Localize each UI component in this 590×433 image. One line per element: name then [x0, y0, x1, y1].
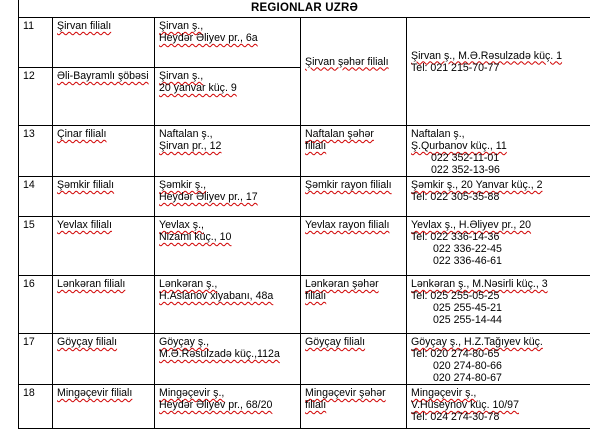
city-branch-contact: Göyçay ş., H.Z.Tağıyev küç. Tel: 020 274-80-65 020 274-80-66 020 274-80-67 — [407, 334, 590, 385]
row-number: 13 — [19, 126, 53, 177]
table-header-row — [19, 0, 590, 18]
branch-address: Yevlax ş., Nizami küç., 10 — [155, 217, 301, 276]
branch-address: Şəmkir ş., Heydər Əliyev pr., 17 — [155, 177, 301, 217]
branch-name: Çinar filialı — [53, 126, 155, 177]
row-number: 18 — [19, 385, 53, 429]
table-row — [19, 385, 590, 429]
row-number: 15 — [19, 217, 53, 276]
city-branch-name: Mingəçevir şəhər filialı — [301, 385, 407, 429]
row-number: 14 — [19, 177, 53, 217]
regions-table — [18, 0, 590, 429]
branch-address: Mingəçevir ş., Heydər Əliyev pr., 68/20 — [155, 385, 301, 429]
row-number: 12 — [19, 68, 53, 126]
branch-address: Şirvan ş., Heydər Əliyev pr., 6a — [155, 18, 301, 68]
branch-address: Göyçay ş., M.Ə.Rəsulzadə küç.,112a — [155, 334, 301, 385]
branch-name: Göyçay filialı — [53, 334, 155, 385]
branch-address: Şirvan ş., 20 yanvar küç. 9 — [155, 68, 301, 126]
row-number: 11 — [19, 18, 53, 68]
branch-name: Lənkəran filialı — [53, 276, 155, 334]
city-branch-contact: Mingəçevir ş., V.Hüseynov küç. 10/97 Tel: 024 274-30-78 — [407, 385, 590, 429]
city-branch-contact: Lənkəran ş., M.Nəsirli küç., 3 Tel: 025 255-05-25 025 255-45-21 025 255-14-44 — [407, 276, 590, 334]
table-row — [19, 126, 590, 177]
city-branch-name: Naftalan şəhər filialı — [301, 126, 407, 177]
branch-name: Əli-Bayramlı şöbəsi — [53, 68, 155, 126]
table-row — [19, 177, 590, 217]
branch-name: Mingəçevir filialı — [53, 385, 155, 429]
city-branch-name: Şəmkir rayon filialı — [301, 177, 407, 217]
table-row — [19, 217, 590, 276]
city-branch-name: Şirvan şəhər filialı — [301, 18, 407, 126]
table-row — [19, 18, 590, 68]
city-branch-contact: Şirvan ş., M.Ə.Rəsulzadə küç. 1 Tel: 021 215-70-77 — [407, 18, 590, 126]
city-branch-contact: Şəmkir ş., 20 Yanvar küç., 2 Tel: 022 305-35-88 — [407, 177, 590, 217]
branch-name: Şirvan filialı — [53, 18, 155, 68]
section-title: REGIONLAR UZRƏ — [19, 0, 590, 18]
city-branch-name: Yevlax rayon filialı — [301, 217, 407, 276]
branch-address: Naftalan ş., Şirvan pr., 12 — [155, 126, 301, 177]
branch-name: Yevlax filialı — [53, 217, 155, 276]
city-branch-name: Lənkəran şəhər filialı — [301, 276, 407, 334]
row-number: 16 — [19, 276, 53, 334]
branch-name: Şəmkir filialı — [53, 177, 155, 217]
branch-address: Lənkəran ş., H.Aslanov xiyabanı, 48a — [155, 276, 301, 334]
table-row — [19, 276, 590, 334]
row-number: 17 — [19, 334, 53, 385]
table-row — [19, 334, 590, 385]
city-branch-contact: Naftalan ş., Ş.Qurbanov küç., 11 022 352-11-01 022 352-13-96 — [407, 126, 590, 177]
city-branch-name: Göyçay filialı — [301, 334, 407, 385]
city-branch-contact: Yevlax ş., H.Əliyev pr., 20 Tel: 022 336-14-36 022 336-22-45 022 336-46-61 — [407, 217, 590, 276]
